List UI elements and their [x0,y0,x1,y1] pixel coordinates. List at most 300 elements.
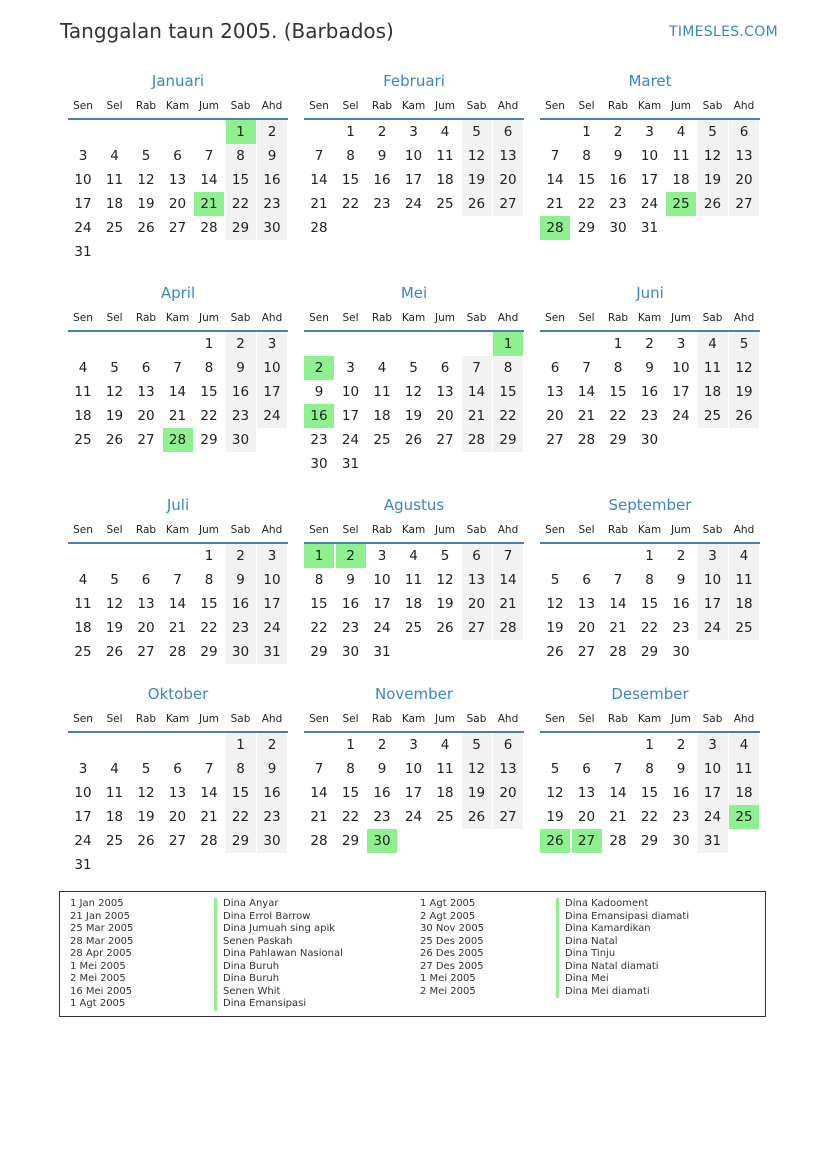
weekday-label: Kam [401,100,426,112]
month-name: Juni [636,284,664,302]
day-cell: 22 [577,196,596,212]
day-cell: 18 [729,781,759,805]
weekday-label: Rab [371,100,393,112]
weekday-header [540,312,760,328]
day-cell: 21 [577,408,596,424]
day-cell: 29 [226,829,256,853]
day-cell: 4 [110,148,119,164]
day-cell: 6 [493,120,523,144]
day-cell: 22 [640,620,659,636]
day-cell: 23 [609,196,627,212]
day-cell: 16 [341,596,360,612]
weekday-label: Ahd [261,524,283,536]
day-cell: 3 [698,733,728,757]
day-cell: 30 [672,833,690,849]
day-cell: 23 [672,809,690,825]
weekday-label: Kam [637,312,662,324]
day-cell: 11 [74,596,92,612]
day-cell: 28 [168,644,187,660]
day-cell: 12 [546,596,564,612]
day-cell: 13 [546,384,564,400]
day-cell: 29 [640,833,659,849]
day-cell: 16 [672,596,690,612]
weekday-label: Sen [73,713,93,725]
holiday-day: 21 [194,192,224,216]
day-cell: 21 [462,404,492,428]
holiday-day: 27 [572,829,602,853]
day-cell: 15 [226,168,256,192]
day-cell: 15 [226,781,256,805]
holiday-day: 1 [226,120,256,144]
day-cell: 5 [550,572,560,588]
day-cell: 24 [672,408,690,424]
holiday-date: 21 Jan 2005 [70,910,130,922]
weekday-label: Jum [435,713,455,725]
day-cell: 27 [462,616,492,640]
day-cell: 10 [404,148,423,164]
weekday-label: Jum [671,100,691,112]
day-cell: 5 [698,120,728,144]
day-cell: 8 [226,144,256,168]
day-cell: 2 [377,737,387,753]
day-cell: 1 [226,733,256,757]
day-cell: 27 [137,644,155,660]
day-cell: 14 [577,384,596,400]
weekday-label: Jum [199,312,219,324]
holiday-date: 1 Jan 2005 [70,898,124,909]
day-cell: 18 [74,408,92,424]
day-cell: 21 [609,620,627,636]
day-cell: 8 [645,572,654,588]
day-cell: 24 [698,805,728,829]
day-cell: 18 [105,809,124,825]
day-cell: 24 [640,196,659,212]
day-cell: 7 [204,148,214,164]
weekday-label: Jum [435,100,455,112]
weekday-label: Jum [671,312,691,324]
day-cell: 3 [346,360,355,376]
day-cell: 12 [729,356,759,380]
weekday-label: Ahd [497,524,519,536]
day-cell: 11 [729,757,759,781]
day-cell: 24 [74,833,92,849]
month-name: Juli [166,496,190,514]
day-cell: 7 [173,572,182,588]
day-cell: 20 [729,168,759,192]
weekday-label: Ahd [733,524,755,536]
day-cell: 1 [204,548,214,564]
holiday-name: Dina Tinju [565,948,616,959]
weekday-label: Rab [371,713,393,725]
day-cell: 10 [698,757,728,781]
holiday-date: 30 Nov 2005 [420,923,485,934]
day-cell: 5 [462,120,492,144]
holiday-date: 1 Mei 2005 [70,960,126,972]
day-cell: 14 [609,596,627,612]
holiday-list [59,891,766,1017]
weekday-label: Rab [607,524,629,536]
day-cell: 2 [645,336,654,352]
month-name: November [374,685,454,703]
day-cell: 24 [373,620,391,636]
day-cell: 4 [698,332,728,356]
day-cell: 25 [105,833,124,849]
weekday-label: Ahd [497,713,519,725]
day-cell: 28 [310,220,328,236]
day-cell: 14 [168,596,187,612]
day-cell: 20 [137,408,155,424]
day-cell: 8 [346,761,355,777]
day-cell: 27 [168,220,187,236]
weekday-label: Sen [545,713,565,725]
weekday-label: Sab [466,524,487,536]
holiday-date: 2 Mei 2005 [70,973,126,984]
day-cell: 23 [257,805,287,829]
weekday-header [540,713,760,729]
day-cell: 7 [462,356,492,380]
day-cell: 28 [493,616,523,640]
weekday-label: Ahd [261,312,283,324]
weekday-label: Ahd [497,100,519,112]
day-cell: 19 [546,809,564,825]
day-cell: 2 [676,548,686,564]
day-cell: 7 [613,572,623,588]
day-cell: 11 [698,356,728,380]
day-cell: 29 [310,644,328,660]
day-cell: 5 [729,332,759,356]
weekday-label: Jum [199,524,219,536]
day-cell: 4 [78,572,88,588]
day-cell: 9 [346,572,355,588]
day-cell: 19 [546,620,564,636]
day-cell: 17 [257,380,287,404]
holiday-date: 25 Des 2005 [420,935,484,947]
day-cell: 9 [314,384,324,400]
day-cell: 22 [609,408,627,424]
day-cell: 3 [78,148,88,164]
weekday-label: Sel [578,312,595,324]
day-cell: 19 [436,596,454,612]
weekday-label: Sab [230,100,251,112]
holiday-name: Dina Pahlawan Nasional [223,948,343,959]
day-cell: 12 [436,572,454,588]
day-cell: 16 [257,168,287,192]
day-cell: 29 [640,644,659,660]
holiday-name: Dina Buruh [223,973,280,984]
weekday-label: Kam [637,713,662,725]
day-cell: 26 [137,833,155,849]
holiday-name: Dina Natal [565,935,618,947]
day-cell: 15 [341,785,360,801]
day-cell: 24 [698,616,728,640]
day-cell: 26 [462,805,492,829]
day-cell: 14 [200,172,218,188]
holiday-date: 2 Agt 2005 [420,910,476,922]
day-cell: 13 [168,172,187,188]
day-cell: 27 [546,432,564,448]
day-cell: 30 [226,428,256,452]
holiday-day: 16 [304,404,334,428]
day-cell: 12 [698,144,728,168]
day-cell: 22 [493,404,523,428]
day-cell: 6 [493,733,523,757]
day-cell: 8 [613,360,623,376]
day-cell: 25 [729,616,759,640]
day-cell: 12 [546,785,564,801]
weekday-label: Rab [371,524,393,536]
day-cell: 5 [409,360,418,376]
day-cell: 21 [609,809,627,825]
day-cell: 3 [409,124,418,140]
weekday-label: Jum [199,713,219,725]
day-cell: 1 [645,737,654,753]
day-cell: 15 [341,172,360,188]
day-cell: 14 [609,785,627,801]
day-cell: 1 [204,336,214,352]
day-cell: 21 [310,809,328,825]
day-cell: 28 [462,428,492,452]
day-cell: 14 [200,785,218,801]
day-cell: 26 [137,220,155,236]
day-cell: 29 [200,644,218,660]
day-cell: 9 [226,568,256,592]
weekday-header [68,524,288,540]
day-cell: 27 [577,644,596,660]
day-cell: 5 [110,572,119,588]
day-cell: 3 [377,548,387,564]
day-cell: 13 [493,144,523,168]
weekday-label: Sen [73,524,93,536]
day-cell: 15 [577,172,596,188]
weekday-label: Ahd [261,713,283,725]
day-cell: 13 [137,384,155,400]
day-cell: 2 [257,120,287,144]
weekday-header [540,100,760,116]
day-cell: 20 [137,620,155,636]
day-cell: 31 [74,857,92,873]
day-cell: 13 [577,785,596,801]
day-cell: 31 [698,829,728,853]
weekday-label: Ahd [733,100,755,112]
day-cell: 10 [404,761,423,777]
day-cell: 23 [226,616,256,640]
weekday-label: Rab [371,312,393,324]
day-cell: 16 [226,592,256,616]
weekday-label: Sab [702,713,723,725]
weekday-header [540,524,760,540]
day-cell: 2 [377,124,387,140]
day-cell: 15 [640,596,659,612]
day-cell: 16 [373,172,391,188]
day-cell: 12 [105,384,124,400]
day-cell: 12 [105,596,124,612]
weekday-label: Sab [702,524,723,536]
day-cell: 18 [404,596,423,612]
day-cell: 31 [341,456,360,472]
site-logo[interactable]: TIMESLES.COM [669,24,778,40]
day-cell: 22 [200,620,218,636]
day-cell: 17 [698,781,728,805]
day-cell: 29 [226,216,256,240]
day-cell: 11 [105,172,124,188]
day-cell: 4 [440,737,450,753]
day-cell: 21 [310,196,328,212]
day-cell: 30 [672,644,690,660]
weekday-label: Sen [73,312,93,324]
day-cell: 31 [257,640,287,664]
weekday-label: Sel [106,713,123,725]
day-cell: 4 [78,360,88,376]
day-cell: 9 [645,360,654,376]
day-cell: 6 [141,572,151,588]
day-cell: 17 [404,785,423,801]
day-cell: 24 [257,404,287,428]
day-cell: 26 [105,644,124,660]
weekday-label: Jum [671,713,691,725]
month-name: September [608,496,692,514]
day-cell: 22 [310,620,328,636]
day-cell: 22 [226,192,256,216]
day-cell: 19 [698,168,728,192]
day-cell: 2 [613,124,623,140]
day-cell: 30 [226,640,256,664]
day-cell: 2 [257,733,287,757]
day-cell: 3 [645,124,654,140]
day-cell: 8 [582,148,591,164]
day-cell: 29 [341,833,360,849]
weekday-label: Sab [230,524,251,536]
holiday-name: Dina Kadooment [565,898,649,909]
day-cell: 17 [341,408,360,424]
day-cell: 30 [310,456,328,472]
weekday-label: Ahd [497,312,519,324]
day-cell: 10 [373,572,391,588]
day-cell: 20 [462,592,492,616]
holiday-day: 25 [666,192,696,216]
header-rule [304,330,524,332]
day-cell: 4 [676,124,686,140]
weekday-label: Jum [435,312,455,324]
month-name: Mei [400,284,428,302]
weekday-label: Kam [401,713,426,725]
day-cell: 11 [436,761,454,777]
holiday-day: 1 [493,332,523,356]
weekday-label: Sel [106,524,123,536]
day-cell: 25 [74,644,92,660]
day-cell: 26 [546,644,564,660]
day-cell: 8 [226,757,256,781]
day-cell: 21 [200,809,218,825]
day-cell: 6 [550,360,560,376]
weekday-label: Kam [637,524,662,536]
day-cell: 5 [141,761,151,777]
day-cell: 10 [257,568,287,592]
day-cell: 19 [462,781,492,805]
holiday-date: 1 Mei 2005 [420,973,476,984]
weekday-header [304,713,524,729]
day-cell: 19 [105,620,124,636]
day-cell: 22 [226,805,256,829]
day-cell: 7 [550,148,560,164]
day-cell: 25 [436,809,454,825]
day-cell: 7 [582,360,591,376]
weekday-header [68,713,288,729]
day-cell: 6 [440,360,450,376]
day-cell: 14 [462,380,492,404]
day-cell: 16 [226,380,256,404]
weekday-label: Sen [309,524,329,536]
weekday-label: Kam [165,312,190,324]
day-cell: 3 [698,544,728,568]
day-cell: 8 [493,356,523,380]
day-cell: 27 [168,833,187,849]
day-cell: 18 [729,592,759,616]
day-cell: 4 [729,544,759,568]
weekday-label: Sab [466,100,487,112]
weekday-label: Sab [466,713,487,725]
day-cell: 12 [462,757,492,781]
day-cell: 26 [404,432,423,448]
weekday-label: Ahd [733,312,755,324]
day-cell: 9 [257,757,287,781]
day-cell: 17 [404,172,423,188]
day-cell: 8 [645,761,654,777]
holiday-day: 26 [540,829,570,853]
day-cell: 18 [373,408,391,424]
day-cell: 24 [341,432,360,448]
weekday-label: Sab [466,312,487,324]
weekday-label: Ahd [261,100,283,112]
day-cell: 28 [310,833,328,849]
day-cell: 24 [257,616,287,640]
day-cell: 11 [729,568,759,592]
day-cell: 20 [577,620,596,636]
day-cell: 28 [577,432,596,448]
day-cell: 13 [577,596,596,612]
holiday-date: 1 Agt 2005 [420,898,476,909]
weekday-label: Sab [230,713,251,725]
day-cell: 20 [493,168,523,192]
day-cell: 1 [645,548,654,564]
day-cell: 3 [676,336,686,352]
weekday-header [304,524,524,540]
day-cell: 17 [698,592,728,616]
day-cell: 25 [373,432,391,448]
day-cell: 10 [257,356,287,380]
holiday-name: Dina Mei diamati [565,985,650,997]
day-cell: 30 [257,829,287,853]
weekday-label: Rab [135,524,157,536]
day-cell: 31 [640,220,659,236]
weekday-label: Rab [607,100,629,112]
day-cell: 15 [200,596,218,612]
day-cell: 20 [168,809,187,825]
day-cell: 25 [74,432,92,448]
weekday-label: Sen [309,312,329,324]
day-cell: 23 [226,404,256,428]
day-cell: 18 [672,172,690,188]
day-cell: 13 [168,785,187,801]
day-cell: 10 [698,568,728,592]
day-cell: 15 [609,384,627,400]
day-cell: 29 [609,432,627,448]
weekday-label: Jum [435,524,455,536]
day-cell: 6 [173,761,182,777]
holiday-date: 28 Mar 2005 [70,935,134,947]
day-cell: 6 [582,761,591,777]
day-cell: 14 [310,785,328,801]
holiday-name: Dina Buruh [223,960,280,972]
